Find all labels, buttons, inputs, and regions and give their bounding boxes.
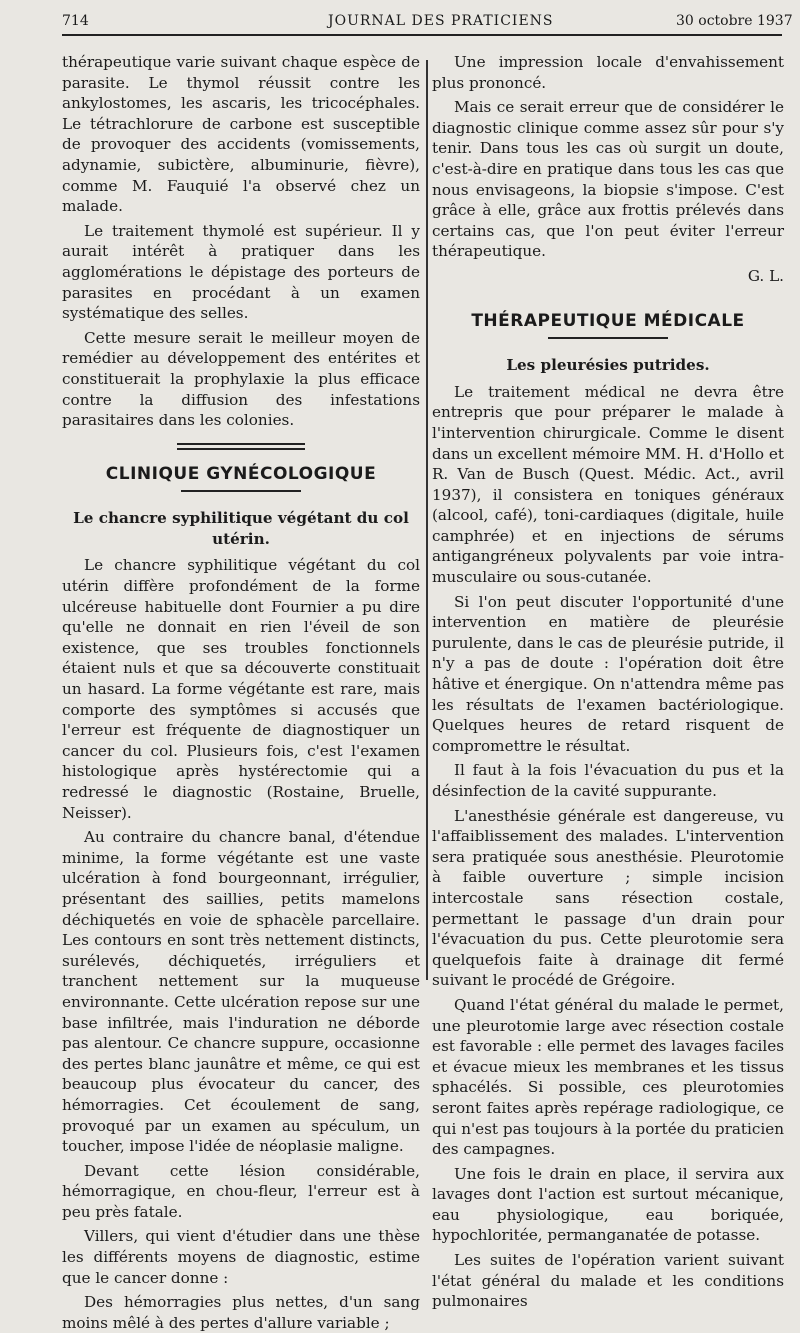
paragraph: Quand l'état général du malade le permet, une pleurotomie large avec résection costale est favorable : elle permet des lavages faciles et évacue mieux les membranes et les tissus sphacélés. Si possible, ces pleurotomies seront faites après repérage radiologique, ce qui n'est pas toujours à la portée du praticien des campagnes. xyxy=(432,995,784,1159)
paragraph: Le traitement médical ne devra être entrepris que pour préparer le malade à l'intervention chirurgicale. Comme le disent dans un excellent mémoire MM. H. d'Hollo et R. Van de Busch (Quest. Médic. Act., avril 1937), il consistera en toniques généraux (alcool, café), toni-cardiaques (digitale, huile camphrée) et en injections de sérums antigangréneux polyvalents par voie intra-musculaire ou sous-cutanée. xyxy=(432,382,784,587)
paragraph: Mais ce serait erreur que de considérer le diagnostic clinique comme assez sûr pour s'y tenir. Dans tous les cas où surgit un doute, c'est-à-dire en pratique dans tous les cas que nous envisageons, la biopsie s'impose. C'est grâce à elle, grâce aux frottis prélevés dans certains cas, que l'on peut éviter l'erreur thérapeutique. xyxy=(432,98,784,261)
article-title: Le chancre syphilitique végétant du col utérin. xyxy=(73,509,409,548)
page-number: 714 xyxy=(62,13,89,29)
paragraph: Le chancre syphilitique végétant du col utérin diffère profondément de la forme ulcéreuse habituelle dont Fournier a pu dire qu'elle ne donnait en rien l'éveil de son existence, que ses troubles fonctionnels étaient nuls et que sa découverte constituait un hasard. La forme végétante est rare, mais comporte des symptômes si accusés que l'erreur est fréquente de diagnostiquer un cancer du col. Plusieurs fois, c'est l'examen histologique après hystérectomie qui a redressé le diagnostic (Rostaine, Bruelle, Neisser). xyxy=(62,556,420,822)
paragraph: Les suites de l'opération varient suivant l'état général du malade et les conditions pulmonaires xyxy=(432,1251,784,1311)
paragraph: Une impression locale d'envahissement plus prononcé. xyxy=(432,53,784,92)
journal-title: JOURNAL DES PRATICIENS xyxy=(328,13,554,29)
title-underline xyxy=(548,337,668,339)
spacer xyxy=(432,287,784,311)
section-title: CLINIQUE GYNÉCOLOGIQUE xyxy=(105,463,377,484)
title-underline xyxy=(181,490,301,492)
article-title: Les pleurésies putrides. xyxy=(506,356,710,375)
paragraph: Des hémorragies plus nettes, d'un sang moins mêlé à des pertes d'allure variable ; xyxy=(62,1293,420,1332)
left-column xyxy=(62,52,420,1333)
section-divider xyxy=(177,443,305,450)
paragraph: Une fois le drain en place, il servira aux lavages dont l'action est surtout mécanique, eau physiologique, eau boriquée, hypochloritée, permanganatée de potasse. xyxy=(432,1164,784,1245)
right-column xyxy=(432,52,784,1312)
author-signature: G. L. xyxy=(747,266,784,285)
header-rule xyxy=(62,34,782,36)
paragraph: Le traitement thymolé est supérieur. Il y aurait intérêt à pratiquer dans les agglomérations le dépistage des porteurs de parasites en procédant à un examen systématique des selles. xyxy=(62,221,420,323)
column-rule xyxy=(426,60,428,980)
paragraph: Cette mesure serait le meilleur moyen de remédier au développement des entérites et constituerait la prophylaxie la plus efficace contre la diffusion des infestations parasitaires dans les colonies. xyxy=(62,328,420,430)
paragraph: Si l'on peut discuter l'opportunité d'une intervention en matière de pleurésie purulente, dans le cas de pleurésie putride, il n'y a pas de doute : l'opération doit être hâtive et énergique. On n'attendra même pas les résultats de l'examen bactériologique. Quelques heures de retard risquent de compromettre le résultat. xyxy=(432,592,784,755)
paragraph: Il faut à la fois l'évacuation du pus et la désinfection de la cavité suppurante. xyxy=(432,761,784,800)
paragraph: Au contraire du chancre banal, d'étendue minime, la forme végétante est une vaste ulcération à fond bourgeonnant, irrégulier, présentant des saillies, petits mamelons déchiquetés en voie de sphacèle parcellaire. Les contours en sont très nettement distincts, surélevés, déchiquetés, irréguliers et tranchent nettement sur la muqueuse environnante. Cette ulcération repose sur une base infiltrée, mais l'induration ne déborde pas alentour. Ce chancre suppure, occasionne des pertes blanc jaunâtre et même, ce qui est beaucoup plus évocateur du cancer, des hémorragies. Cet écoulement de sang, provoqué par un examen au spéculum, un toucher, impose l'idée de néoplasie maligne. xyxy=(62,828,420,1156)
section-title: THÉRAPEUTIQUE MÉDICALE xyxy=(471,310,745,331)
paragraph: L'anesthésie générale est dangereuse, vu l'affaiblissement des malades. L'intervention sera pratiquée sous anesthésie. Pleurotomie à faible ouverture ; simple incision intercostale sans résection costale, permettant le passage d'un drain pour l'évacuation du pus. Cette pleurotomie sera quelquefois faite à drainage dit fermé suivant le procédé de Grégoire. xyxy=(432,806,784,990)
issue-date: 30 octobre 1937 xyxy=(676,13,793,29)
paragraph: Devant cette lésion considérable, hémorragique, en chou-fleur, l'erreur est à peu près fatale. xyxy=(62,1161,420,1221)
paragraph: thérapeutique varie suivant chaque espèce de parasite. Le thymol réussit contre les ankylostomes, les ascaris, les tricocéphales. Le tétrachlorure de carbone est susceptible de provoquer des accidents (vomissements, adynamie, subictère, albuminurie, fièvre), comme M. Fauquié l'a observé chez un malade. xyxy=(62,53,420,216)
page-header xyxy=(0,0,800,40)
paragraph: Villers, qui vient d'étudier dans une thèse les différents moyens de diagnostic, estime que le cancer donne : xyxy=(62,1227,420,1287)
